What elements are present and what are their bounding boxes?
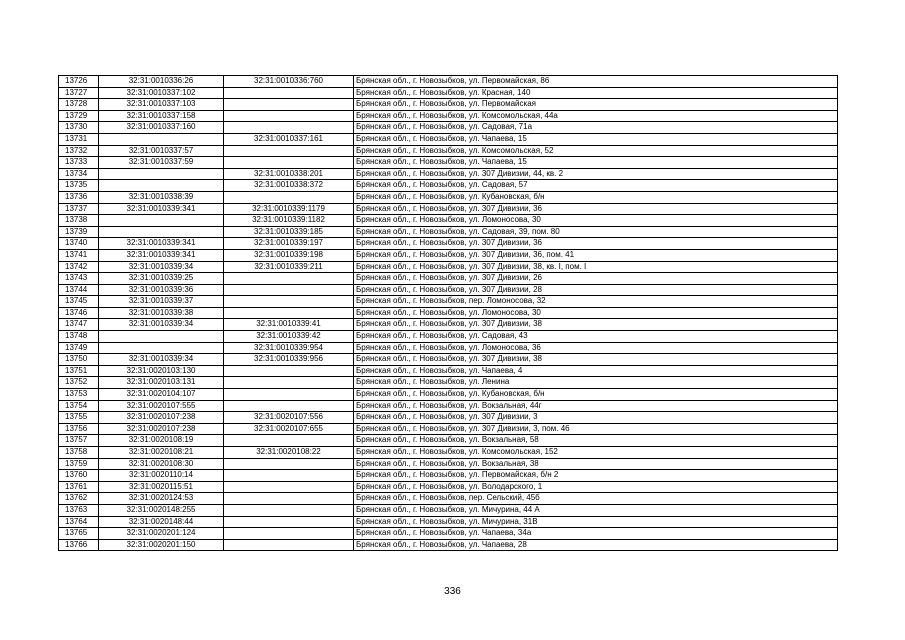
table-row (59, 331, 838, 343)
row-number-cell: 13736 (59, 191, 99, 203)
row-number-cell: 13764 (59, 516, 99, 528)
address-cell: Брянская обл., г. Новозыбков, ул. 307 Дивизии, 36 (354, 238, 838, 250)
address-cell: Брянская обл., г. Новозыбков, ул. 307 Дивизии, 44, кв. 2 (354, 168, 838, 180)
land-cadastral-number-cell: 32:31:0010338:39 (99, 191, 224, 203)
row-number-cell: 13730 (59, 122, 99, 134)
row-number-cell: 13726 (59, 76, 99, 88)
land-cadastral-number-cell: 32:31:0010339:341 (99, 203, 224, 215)
address-cell: Брянская обл., г. Новозыбков, ул. Чапаева, 34а (354, 528, 838, 540)
row-number-cell: 13759 (59, 458, 99, 470)
building-cadastral-number-cell (224, 528, 354, 540)
address-cell: Брянская обл., г. Новозыбков, ул. Красная, 140 (354, 87, 838, 99)
building-cadastral-number-cell (224, 157, 354, 169)
building-cadastral-number-cell (224, 400, 354, 412)
land-cadastral-number-cell: 32:31:0020148:44 (99, 516, 224, 528)
building-cadastral-number-cell (224, 493, 354, 505)
table-row (59, 99, 838, 111)
table-row (59, 168, 838, 180)
row-number-cell: 13762 (59, 493, 99, 505)
building-cadastral-number-cell: 32:31:0010339:197 (224, 238, 354, 250)
cadastral-table (58, 75, 838, 551)
address-cell: Брянская обл., г. Новозыбков, ул. Комсомольская, 52 (354, 145, 838, 157)
address-cell: Брянская обл., г. Новозыбков, ул. Комсомольская, 152 (354, 447, 838, 459)
building-cadastral-number-cell: 32:31:0010339:1179 (224, 203, 354, 215)
land-cadastral-number-cell (99, 133, 224, 145)
address-cell: Брянская обл., г. Новозыбков, ул. Комсомольская, 44а (354, 110, 838, 122)
table-row (59, 76, 838, 88)
land-cadastral-number-cell: 32:31:0020104:107 (99, 389, 224, 401)
building-cadastral-number-cell (224, 389, 354, 401)
address-cell: Брянская обл., г. Новозыбков, ул. Первомайская, б/н 2 (354, 470, 838, 482)
building-cadastral-number-cell (224, 458, 354, 470)
land-cadastral-number-cell: 32:31:0010337:160 (99, 122, 224, 134)
address-cell: Брянская обл., г. Новозыбков, ул. Садовая, 43 (354, 331, 838, 343)
row-number-cell: 13746 (59, 307, 99, 319)
row-number-cell: 13741 (59, 249, 99, 261)
building-cadastral-number-cell (224, 435, 354, 447)
land-cadastral-number-cell: 32:31:0010339:34 (99, 319, 224, 331)
building-cadastral-number-cell (224, 191, 354, 203)
address-cell: Брянская обл., г. Новозыбков, ул. 307 Дивизии, 3, пом. 46 (354, 423, 838, 435)
building-cadastral-number-cell: 32:31:0010339:42 (224, 331, 354, 343)
table-row (59, 133, 838, 145)
building-cadastral-number-cell (224, 516, 354, 528)
table-row (59, 296, 838, 308)
address-cell: Брянская обл., г. Новозыбков, ул. 307 Дивизии, 3 (354, 412, 838, 424)
address-cell: Брянская обл., г. Новозыбков, ул. 307 Дивизии, 38 (354, 354, 838, 366)
row-number-cell: 13765 (59, 528, 99, 540)
address-cell: Брянская обл., г. Новозыбков, ул. Мичурина, 44 А (354, 504, 838, 516)
building-cadastral-number-cell (224, 284, 354, 296)
table-row (59, 539, 838, 551)
building-cadastral-number-cell: 32:31:0010339:41 (224, 319, 354, 331)
address-cell: Брянская обл., г. Новозыбков, ул. Первомайская (354, 99, 838, 111)
address-cell: Брянская обл., г. Новозыбков, ул. 307 Дивизии, 38, кв. I, пом. I (354, 261, 838, 273)
row-number-cell: 13747 (59, 319, 99, 331)
address-cell: Брянская обл., г. Новозыбков, ул. Садовая, 39, пом. 80 (354, 226, 838, 238)
table-row (59, 238, 838, 250)
land-cadastral-number-cell: 32:31:0020201:150 (99, 539, 224, 551)
table-row (59, 319, 838, 331)
building-cadastral-number-cell (224, 365, 354, 377)
table-row (59, 528, 838, 540)
land-cadastral-number-cell: 32:31:0010336:26 (99, 76, 224, 88)
row-number-cell: 13754 (59, 400, 99, 412)
table-row (59, 481, 838, 493)
row-number-cell: 13734 (59, 168, 99, 180)
address-cell: Брянская обл., г. Новозыбков, ул. Вокзальная, 58 (354, 435, 838, 447)
row-number-cell: 13750 (59, 354, 99, 366)
land-cadastral-number-cell: 32:31:0020107:238 (99, 412, 224, 424)
row-number-cell: 13732 (59, 145, 99, 157)
land-cadastral-number-cell (99, 180, 224, 192)
address-cell: Брянская обл., г. Новозыбков, ул. 307 Дивизии, 36, пом. 41 (354, 249, 838, 261)
land-cadastral-number-cell: 32:31:0020124:53 (99, 493, 224, 505)
building-cadastral-number-cell (224, 307, 354, 319)
table-row (59, 354, 838, 366)
building-cadastral-number-cell (224, 504, 354, 516)
table-row (59, 365, 838, 377)
building-cadastral-number-cell (224, 481, 354, 493)
row-number-cell: 13755 (59, 412, 99, 424)
row-number-cell: 13728 (59, 99, 99, 111)
table-row (59, 504, 838, 516)
table-row (59, 273, 838, 285)
table-row (59, 203, 838, 215)
address-cell: Брянская обл., г. Новозыбков, ул. Кубановская, б/н (354, 389, 838, 401)
row-number-cell: 13753 (59, 389, 99, 401)
land-cadastral-number-cell: 32:31:0010339:37 (99, 296, 224, 308)
address-cell: Брянская обл., г. Новозыбков, ул. Ломоносова, 30 (354, 215, 838, 227)
land-cadastral-number-cell: 32:31:0020107:238 (99, 423, 224, 435)
building-cadastral-number-cell: 32:31:0020107:655 (224, 423, 354, 435)
table-row (59, 226, 838, 238)
building-cadastral-number-cell (224, 296, 354, 308)
address-cell: Брянская обл., г. Новозыбков, пер. Сельский, 45б (354, 493, 838, 505)
address-cell: Брянская обл., г. Новозыбков, ул. Чапаева, 15 (354, 157, 838, 169)
building-cadastral-number-cell (224, 470, 354, 482)
address-cell: Брянская обл., г. Новозыбков, ул. Володарского, 1 (354, 481, 838, 493)
table-row (59, 435, 838, 447)
row-number-cell: 13758 (59, 447, 99, 459)
table-row (59, 180, 838, 192)
land-cadastral-number-cell: 32:31:0020115:51 (99, 481, 224, 493)
land-cadastral-number-cell (99, 168, 224, 180)
row-number-cell: 13739 (59, 226, 99, 238)
row-number-cell: 13735 (59, 180, 99, 192)
building-cadastral-number-cell: 32:31:0020108:22 (224, 447, 354, 459)
row-number-cell: 13756 (59, 423, 99, 435)
table-row (59, 493, 838, 505)
table-row (59, 145, 838, 157)
table-row (59, 516, 838, 528)
building-cadastral-number-cell (224, 99, 354, 111)
building-cadastral-number-cell: 32:31:0010337:161 (224, 133, 354, 145)
row-number-cell: 13729 (59, 110, 99, 122)
address-cell: Брянская обл., г. Новозыбков, ул. Чапаева, 28 (354, 539, 838, 551)
row-number-cell: 13740 (59, 238, 99, 250)
land-cadastral-number-cell: 32:31:0020108:19 (99, 435, 224, 447)
table-row (59, 191, 838, 203)
building-cadastral-number-cell: 32:31:0010339:185 (224, 226, 354, 238)
building-cadastral-number-cell: 32:31:0010338:372 (224, 180, 354, 192)
row-number-cell: 13737 (59, 203, 99, 215)
land-cadastral-number-cell: 32:31:0020108:30 (99, 458, 224, 470)
table-row (59, 122, 838, 134)
address-cell: Брянская обл., г. Новозыбков, ул. Ломоносова, 36 (354, 342, 838, 354)
table-row (59, 215, 838, 227)
table-row (59, 342, 838, 354)
building-cadastral-number-cell (224, 87, 354, 99)
table-row (59, 249, 838, 261)
address-cell: Брянская обл., г. Новозыбков, ул. Ломоносова, 30 (354, 307, 838, 319)
table-row (59, 284, 838, 296)
table-row (59, 423, 838, 435)
row-number-cell: 13757 (59, 435, 99, 447)
land-cadastral-number-cell (99, 215, 224, 227)
address-cell: Брянская обл., г. Новозыбков, ул. 307 Дивизии, 26 (354, 273, 838, 285)
table-row (59, 157, 838, 169)
page-number: 336 (444, 586, 461, 597)
table-row (59, 412, 838, 424)
row-number-cell: 13731 (59, 133, 99, 145)
land-cadastral-number-cell: 32:31:0020103:130 (99, 365, 224, 377)
building-cadastral-number-cell: 32:31:0010339:956 (224, 354, 354, 366)
address-cell: Брянская обл., г. Новозыбков, ул. Мичурина, 31В (354, 516, 838, 528)
table-body (59, 76, 838, 551)
building-cadastral-number-cell (224, 539, 354, 551)
land-cadastral-number-cell: 32:31:0020148:255 (99, 504, 224, 516)
row-number-cell: 13766 (59, 539, 99, 551)
building-cadastral-number-cell (224, 377, 354, 389)
building-cadastral-number-cell (224, 122, 354, 134)
land-cadastral-number-cell: 32:31:0010339:38 (99, 307, 224, 319)
address-cell: Брянская обл., г. Новозыбков, ул. Садовая, 57 (354, 180, 838, 192)
table-row (59, 470, 838, 482)
address-cell: Брянская обл., г. Новозыбков, пер. Ломоносова, 32 (354, 296, 838, 308)
row-number-cell: 13744 (59, 284, 99, 296)
document-table-container (58, 75, 837, 551)
land-cadastral-number-cell: 32:31:0010337:57 (99, 145, 224, 157)
land-cadastral-number-cell (99, 226, 224, 238)
land-cadastral-number-cell: 32:31:0020110:14 (99, 470, 224, 482)
building-cadastral-number-cell: 32:31:0010338:201 (224, 168, 354, 180)
row-number-cell: 13749 (59, 342, 99, 354)
land-cadastral-number-cell (99, 342, 224, 354)
address-cell: Брянская обл., г. Новозыбков, ул. Чапаева, 15 (354, 133, 838, 145)
table-row (59, 389, 838, 401)
building-cadastral-number-cell: 32:31:0010336:760 (224, 76, 354, 88)
row-number-cell: 13751 (59, 365, 99, 377)
building-cadastral-number-cell: 32:31:0010339:954 (224, 342, 354, 354)
address-cell: Брянская обл., г. Новозыбков, ул. Первомайская, 86 (354, 76, 838, 88)
row-number-cell: 13733 (59, 157, 99, 169)
address-cell: Брянская обл., г. Новозыбков, ул. Ленина (354, 377, 838, 389)
land-cadastral-number-cell: 32:31:0010337:158 (99, 110, 224, 122)
land-cadastral-number-cell: 32:31:0020201:124 (99, 528, 224, 540)
row-number-cell: 13738 (59, 215, 99, 227)
address-cell: Брянская обл., г. Новозыбков, ул. 307 Дивизии, 38 (354, 319, 838, 331)
building-cadastral-number-cell (224, 273, 354, 285)
building-cadastral-number-cell: 32:31:0010339:1182 (224, 215, 354, 227)
table-row (59, 261, 838, 273)
row-number-cell: 13727 (59, 87, 99, 99)
land-cadastral-number-cell: 32:31:0020103:131 (99, 377, 224, 389)
building-cadastral-number-cell: 32:31:0020107:556 (224, 412, 354, 424)
building-cadastral-number-cell (224, 110, 354, 122)
land-cadastral-number-cell: 32:31:0010337:59 (99, 157, 224, 169)
land-cadastral-number-cell: 32:31:0020107:555 (99, 400, 224, 412)
table-row (59, 307, 838, 319)
row-number-cell: 13748 (59, 331, 99, 343)
row-number-cell: 13761 (59, 481, 99, 493)
building-cadastral-number-cell: 32:31:0010339:211 (224, 261, 354, 273)
table-row (59, 87, 838, 99)
land-cadastral-number-cell: 32:31:0010339:34 (99, 354, 224, 366)
table-row (59, 447, 838, 459)
row-number-cell: 13742 (59, 261, 99, 273)
address-cell: Брянская обл., г. Новозыбков, ул. 307 Дивизии, 36 (354, 203, 838, 215)
land-cadastral-number-cell: 32:31:0010339:34 (99, 261, 224, 273)
land-cadastral-number-cell: 32:31:0010339:341 (99, 249, 224, 261)
land-cadastral-number-cell: 32:31:0010337:102 (99, 87, 224, 99)
row-number-cell: 13760 (59, 470, 99, 482)
row-number-cell: 13752 (59, 377, 99, 389)
table-row (59, 377, 838, 389)
address-cell: Брянская обл., г. Новозыбков, ул. Садовая, 71а (354, 122, 838, 134)
table-row (59, 458, 838, 470)
address-cell: Брянская обл., г. Новозыбков, ул. Кубановская, б/н (354, 191, 838, 203)
table-row (59, 400, 838, 412)
land-cadastral-number-cell: 32:31:0010339:341 (99, 238, 224, 250)
address-cell: Брянская обл., г. Новозыбков, ул. Вокзальная, 38 (354, 458, 838, 470)
building-cadastral-number-cell (224, 145, 354, 157)
building-cadastral-number-cell: 32:31:0010339:198 (224, 249, 354, 261)
row-number-cell: 13745 (59, 296, 99, 308)
row-number-cell: 13743 (59, 273, 99, 285)
land-cadastral-number-cell: 32:31:0020108:21 (99, 447, 224, 459)
land-cadastral-number-cell: 32:31:0010339:36 (99, 284, 224, 296)
row-number-cell: 13763 (59, 504, 99, 516)
address-cell: Брянская обл., г. Новозыбков, ул. 307 Дивизии, 28 (354, 284, 838, 296)
address-cell: Брянская обл., г. Новозыбков, ул. Вокзальная, 44г (354, 400, 838, 412)
land-cadastral-number-cell (99, 331, 224, 343)
land-cadastral-number-cell: 32:31:0010339:25 (99, 273, 224, 285)
address-cell: Брянская обл., г. Новозыбков, ул. Чапаева, 4 (354, 365, 838, 377)
land-cadastral-number-cell: 32:31:0010337:103 (99, 99, 224, 111)
table-row (59, 110, 838, 122)
